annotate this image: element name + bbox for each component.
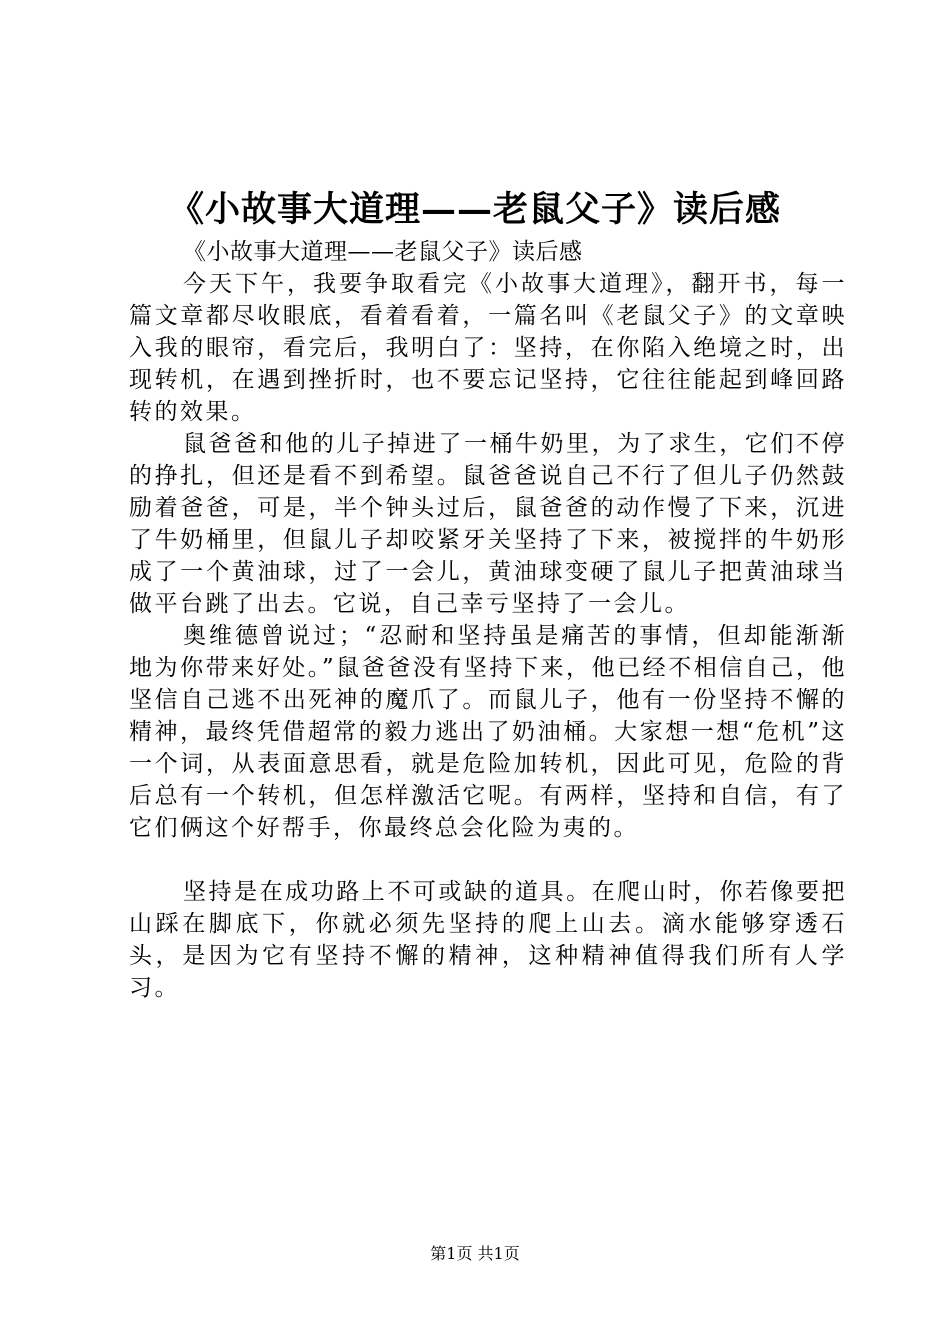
document-subtitle: 《小故事大道理——老鼠父子》读后感 (183, 239, 583, 265)
paragraph-3: 奥维德曾说过；“忍耐和坚持虽是痛苦的事情，但却能渐渐地为你带来好处。”鼠爸爸没有坚持下来，他已经不相信自己，他坚信自己逃不出死神的魔爪了。而鼠儿子，他有一份坚持不懈的精神，最终凭借超常的毅力逃出了奶油桶。大家想一想“危机”这一个词，从表面意思看，就是危险加转机，因此可见，危险的背后总有一个转机，但怎样激活它呢。有两样，坚持和自信，有了它们俩这个好帮手，你最终总会化险为夷的。 (129, 623, 847, 841)
paragraph-2: 鼠爸爸和他的儿子掉进了一桶牛奶里，为了求生，它们不停的挣扎，但还是看不到希望。鼠爸爸说自己不行了但儿子仍然鼓励着爸爸，可是，半个钟头过后，鼠爸爸的动作慢了下来，沉进了牛奶桶里，但鼠儿子却咬紧牙关坚持了下来，被搅拌的牛奶形成了一个黄油球，过了一会儿，黄油球变硬了鼠儿子把黄油球当做平台跳了出去。它说，自己幸亏坚持了一会儿。 (129, 431, 847, 617)
page-number-footer: 第1页 共1页 (430, 1244, 520, 1263)
paragraph-4: 坚持是在成功路上不可或缺的道具。在爬山时，你若像要把山踩在脚底下，你就必须先坚持的爬上山去。滴水能够穿透石头，是因为它有坚持不懈的精神，这种精神值得我们所有人学习。 (129, 879, 847, 1001)
document-body (129, 236, 847, 1004)
document-title: 《小故事大道理——老鼠父子》读后感 (168, 189, 781, 230)
paragraph-1: 今天下午，我要争取看完《小故事大道理》，翻开书，每一篇文章都尽收眼底，看着看着，一篇名叫《老鼠父子》的文章映入我的眼帘，看完后，我明白了：坚持，在你陷入绝境之时，出现转机，在遇到挫折时，也不要忘记坚持，它往往能起到峰回路转的效果。 (129, 271, 847, 425)
